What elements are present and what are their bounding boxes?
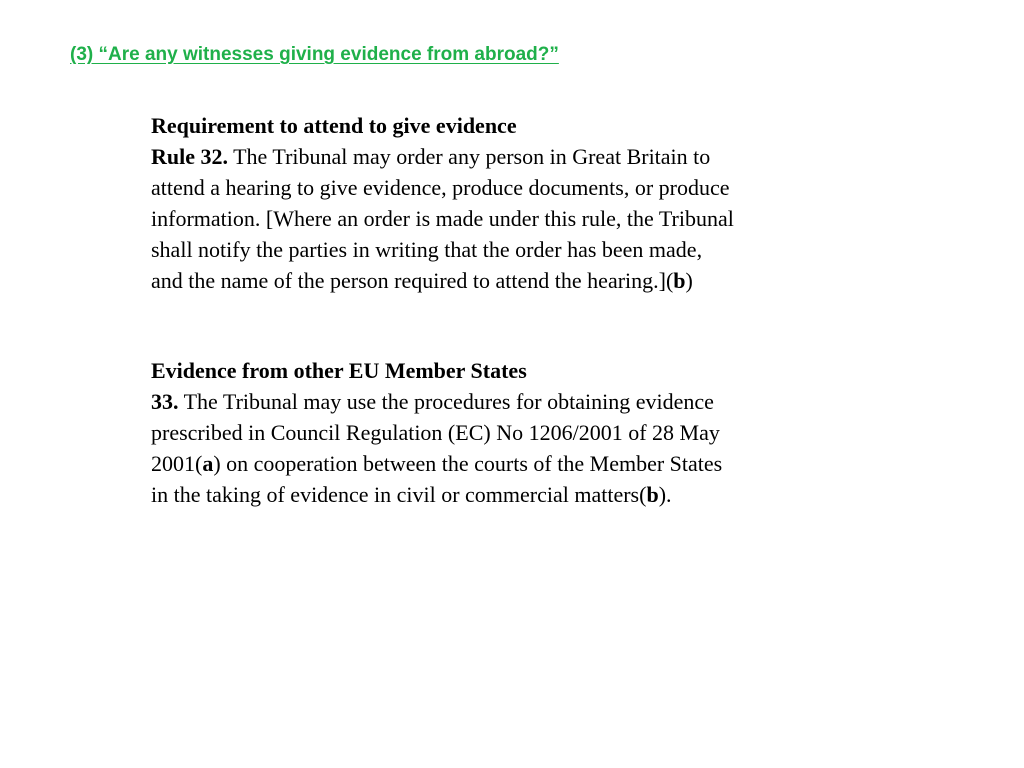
rule-33-line-4 — [151, 479, 851, 510]
rule-32-line-5 — [151, 265, 851, 296]
rule-32-line-2: attend a hearing to give evidence, produce documents, or produce — [151, 175, 730, 200]
rule-33-line-1 — [151, 386, 851, 417]
rule-32-line-3: information. [Where an order is made under this rule, the Tribunal — [151, 206, 734, 231]
rule-32-label: Rule 32. — [151, 144, 228, 169]
rule-32-text-5: and the name of the person required to attend the hearing.]( — [151, 268, 674, 293]
rule-33-section — [151, 355, 851, 510]
rule-32-text-5-end: ) — [685, 268, 693, 293]
rule-32-footnote-b: b — [673, 268, 686, 293]
rule-32-line-4: shall notify the parties in writing that the order has been made, — [151, 237, 703, 262]
rule-32-section — [151, 110, 851, 296]
rule-33-line-3 — [151, 448, 851, 479]
rule-32-title: Requirement to attend to give evidence — [151, 113, 517, 138]
rule-33-title: Evidence from other EU Member States — [151, 358, 527, 383]
rule-32-line-1 — [151, 141, 851, 172]
rule-33-text-4-start: in the taking of evidence in civil or commercial matters( — [151, 482, 647, 507]
rule-33-text-1: The Tribunal may use the procedures for obtaining evidence — [178, 389, 714, 414]
rule-33-footnote-b: b — [646, 482, 659, 507]
slide-heading: (3) “Are any witnesses giving evidence from abroad?” — [70, 44, 559, 65]
rule-32-text-1: The Tribunal may order any person in Great Britain to — [228, 144, 711, 169]
rule-33-line-2: prescribed in Council Regulation (EC) No 1206/2001 of 28 May — [151, 420, 720, 445]
rule-33-label: 33. — [151, 389, 179, 414]
rule-33-footnote-a: a — [202, 451, 214, 476]
rule-33-text-3-end: ) on cooperation between the courts of the Member States — [213, 451, 723, 476]
rule-33-text-4-end: ). — [658, 482, 672, 507]
rule-33-text-3-start: 2001( — [151, 451, 203, 476]
